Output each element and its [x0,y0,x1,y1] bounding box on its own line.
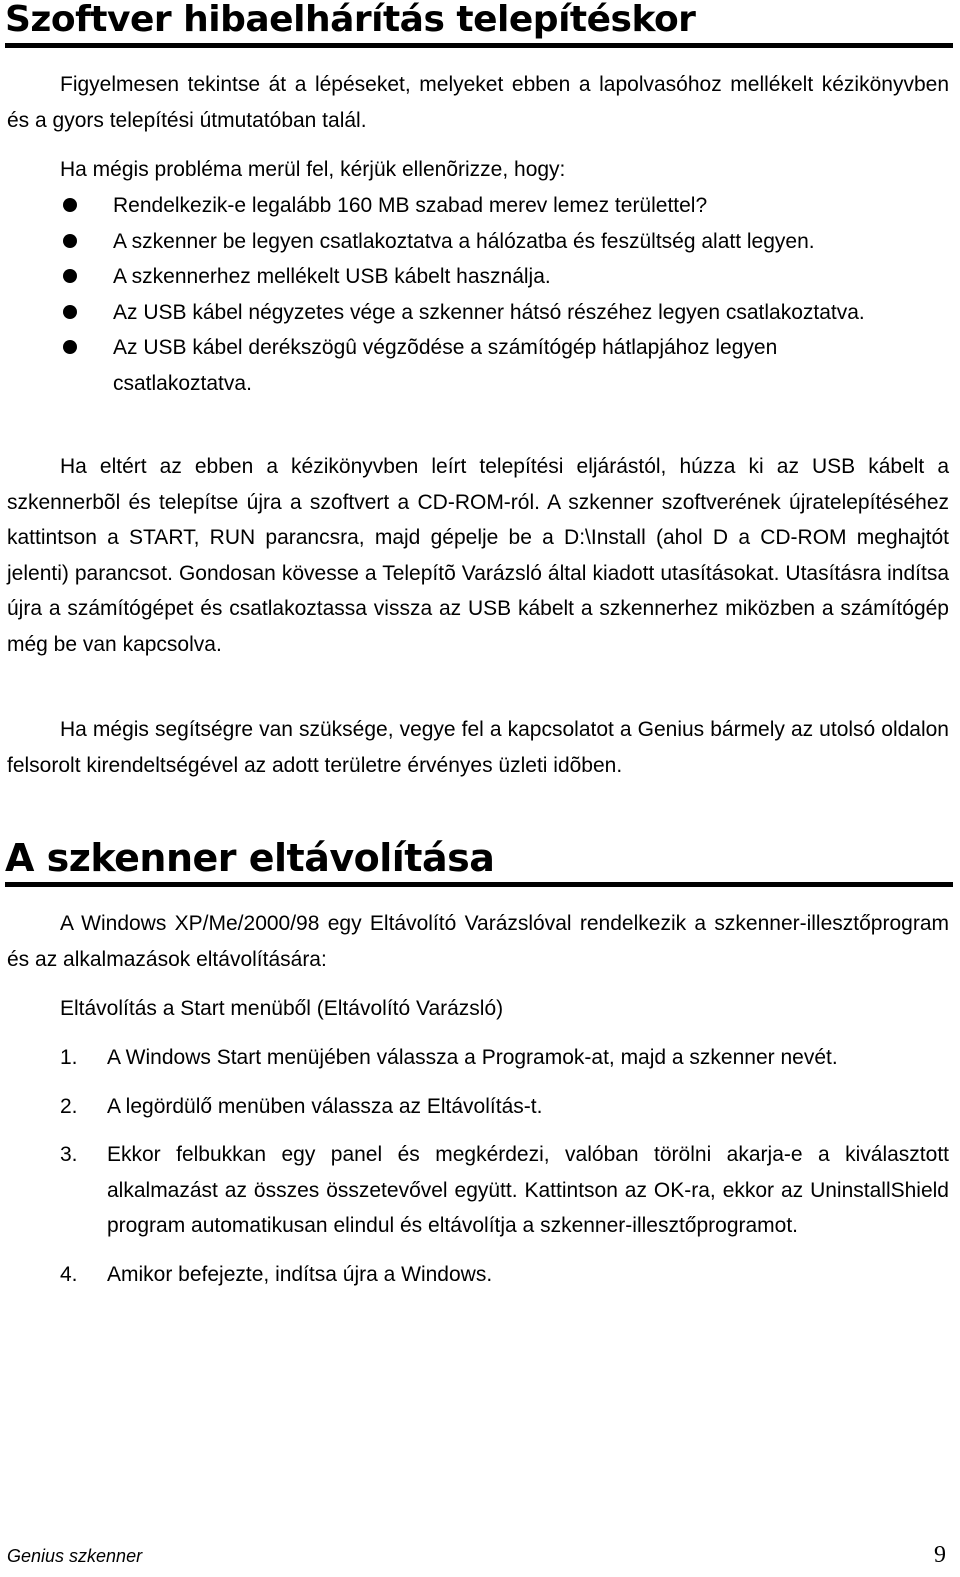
bullet-icon [63,198,77,212]
checklist-item: Az USB kábel négyzetes vége a szkenner hátsó részéhez legyen csatlakoztatva. [0,295,873,331]
intro-paragraph: Figyelmesen tekintse át a lépéseket, melyeket ebben a lapolvasóhoz mellékelt kézikönyvben és a gyors telepítési útmutatóban talál. [7,73,949,132]
checklist-item: Az USB kábel derékszögû végzõdése a számítógép hátlapjához legyen csatlakoztatva. [0,330,873,401]
bullet-icon [63,234,77,248]
checklist-item: Rendelkezik-e legalább 160 MB szabad merev lemez területtel? [0,188,873,224]
uninstall-intro: A Windows XP/Me/2000/98 egy Eltávolító Varázslóval rendelkezik a szkenner-illesztőprogram és az alkalmazások eltávolítására: [7,912,949,971]
footer-page-number: 9 [934,1542,946,1568]
uninstall-steps [0,1040,960,1305]
section-title-uninstall: A szkenner eltávolítása [5,836,495,880]
footer-manual-name: Genius szkenner [7,1546,143,1566]
section-title-troubleshooting: Szoftver hibaelhárítás telepítéskor [5,0,696,40]
title-underline [5,43,953,48]
step-item: 1. A Windows Start menüjében válassza a Programok-at, majd a szkenner nevét. [60,1046,838,1069]
checklist [0,188,960,401]
support-paragraph: Ha mégis segítségre van szüksége, vegye fel a kapcsolatot a Genius bármely az utolsó oldalon felsorolt kirendeltségével az adott területre érvényes üzleti idõben. [7,718,949,777]
title-underline [5,882,953,887]
bullet-icon [63,269,77,283]
reinstall-paragraph: Ha eltért az ebben a kézikönyvben leírt telepítési eljárástól, húzza ki az USB kábelt a szkennerbõl és telepítse újra a szoftvert a CD-ROM-ról. A szkenner szoftverének újratelepítéséhez kattintson a START, RUN parancsra, majd gépelje be a D:\Install (ahol D a CD-ROM meghajtót jelenti) parancsot. Gondosan kövesse a Telepítõ Varázsló által kiadott utasításokat. Utasításra indítsa újra a számítógépet és csatlakoztassa vissza az USB kábelt a szkennerhez miközben a számítógép még be van kapcsolva. [7,455,949,656]
bullet-icon [63,340,77,354]
checklist-lead: Ha mégis probléma merül fel, kérjük ellenõrizze, hogy: [60,158,566,181]
step-item: 2. A legördülő menüben válassza az Eltávolítás-t. [60,1094,543,1118]
bullet-icon [63,305,77,319]
checklist-item: A szkennerhez mellékelt USB kábelt használja. [0,259,873,295]
checklist-item: A szkenner be legyen csatlakoztatva a hálózatba és feszültség alatt legyen. [0,224,873,260]
step-item: 4. Amikor befejezte, indítsa újra a Windows. [60,1262,493,1286]
uninstall-subheading: Eltávolítás a Start menüből (Eltávolító Varázsló) [60,997,504,1020]
step-item: 3. Ekkor felbukkan egy panel és megkérdezi, valóban törölni akarja-e a kiválasztott alkalmazást az összes összetevővel együtt. Kattintson az OK-ra, ekkor az UninstallShield program automatikusan elindul és eltávolítja a szkenner-illesztőprogramot. [60,1143,949,1237]
